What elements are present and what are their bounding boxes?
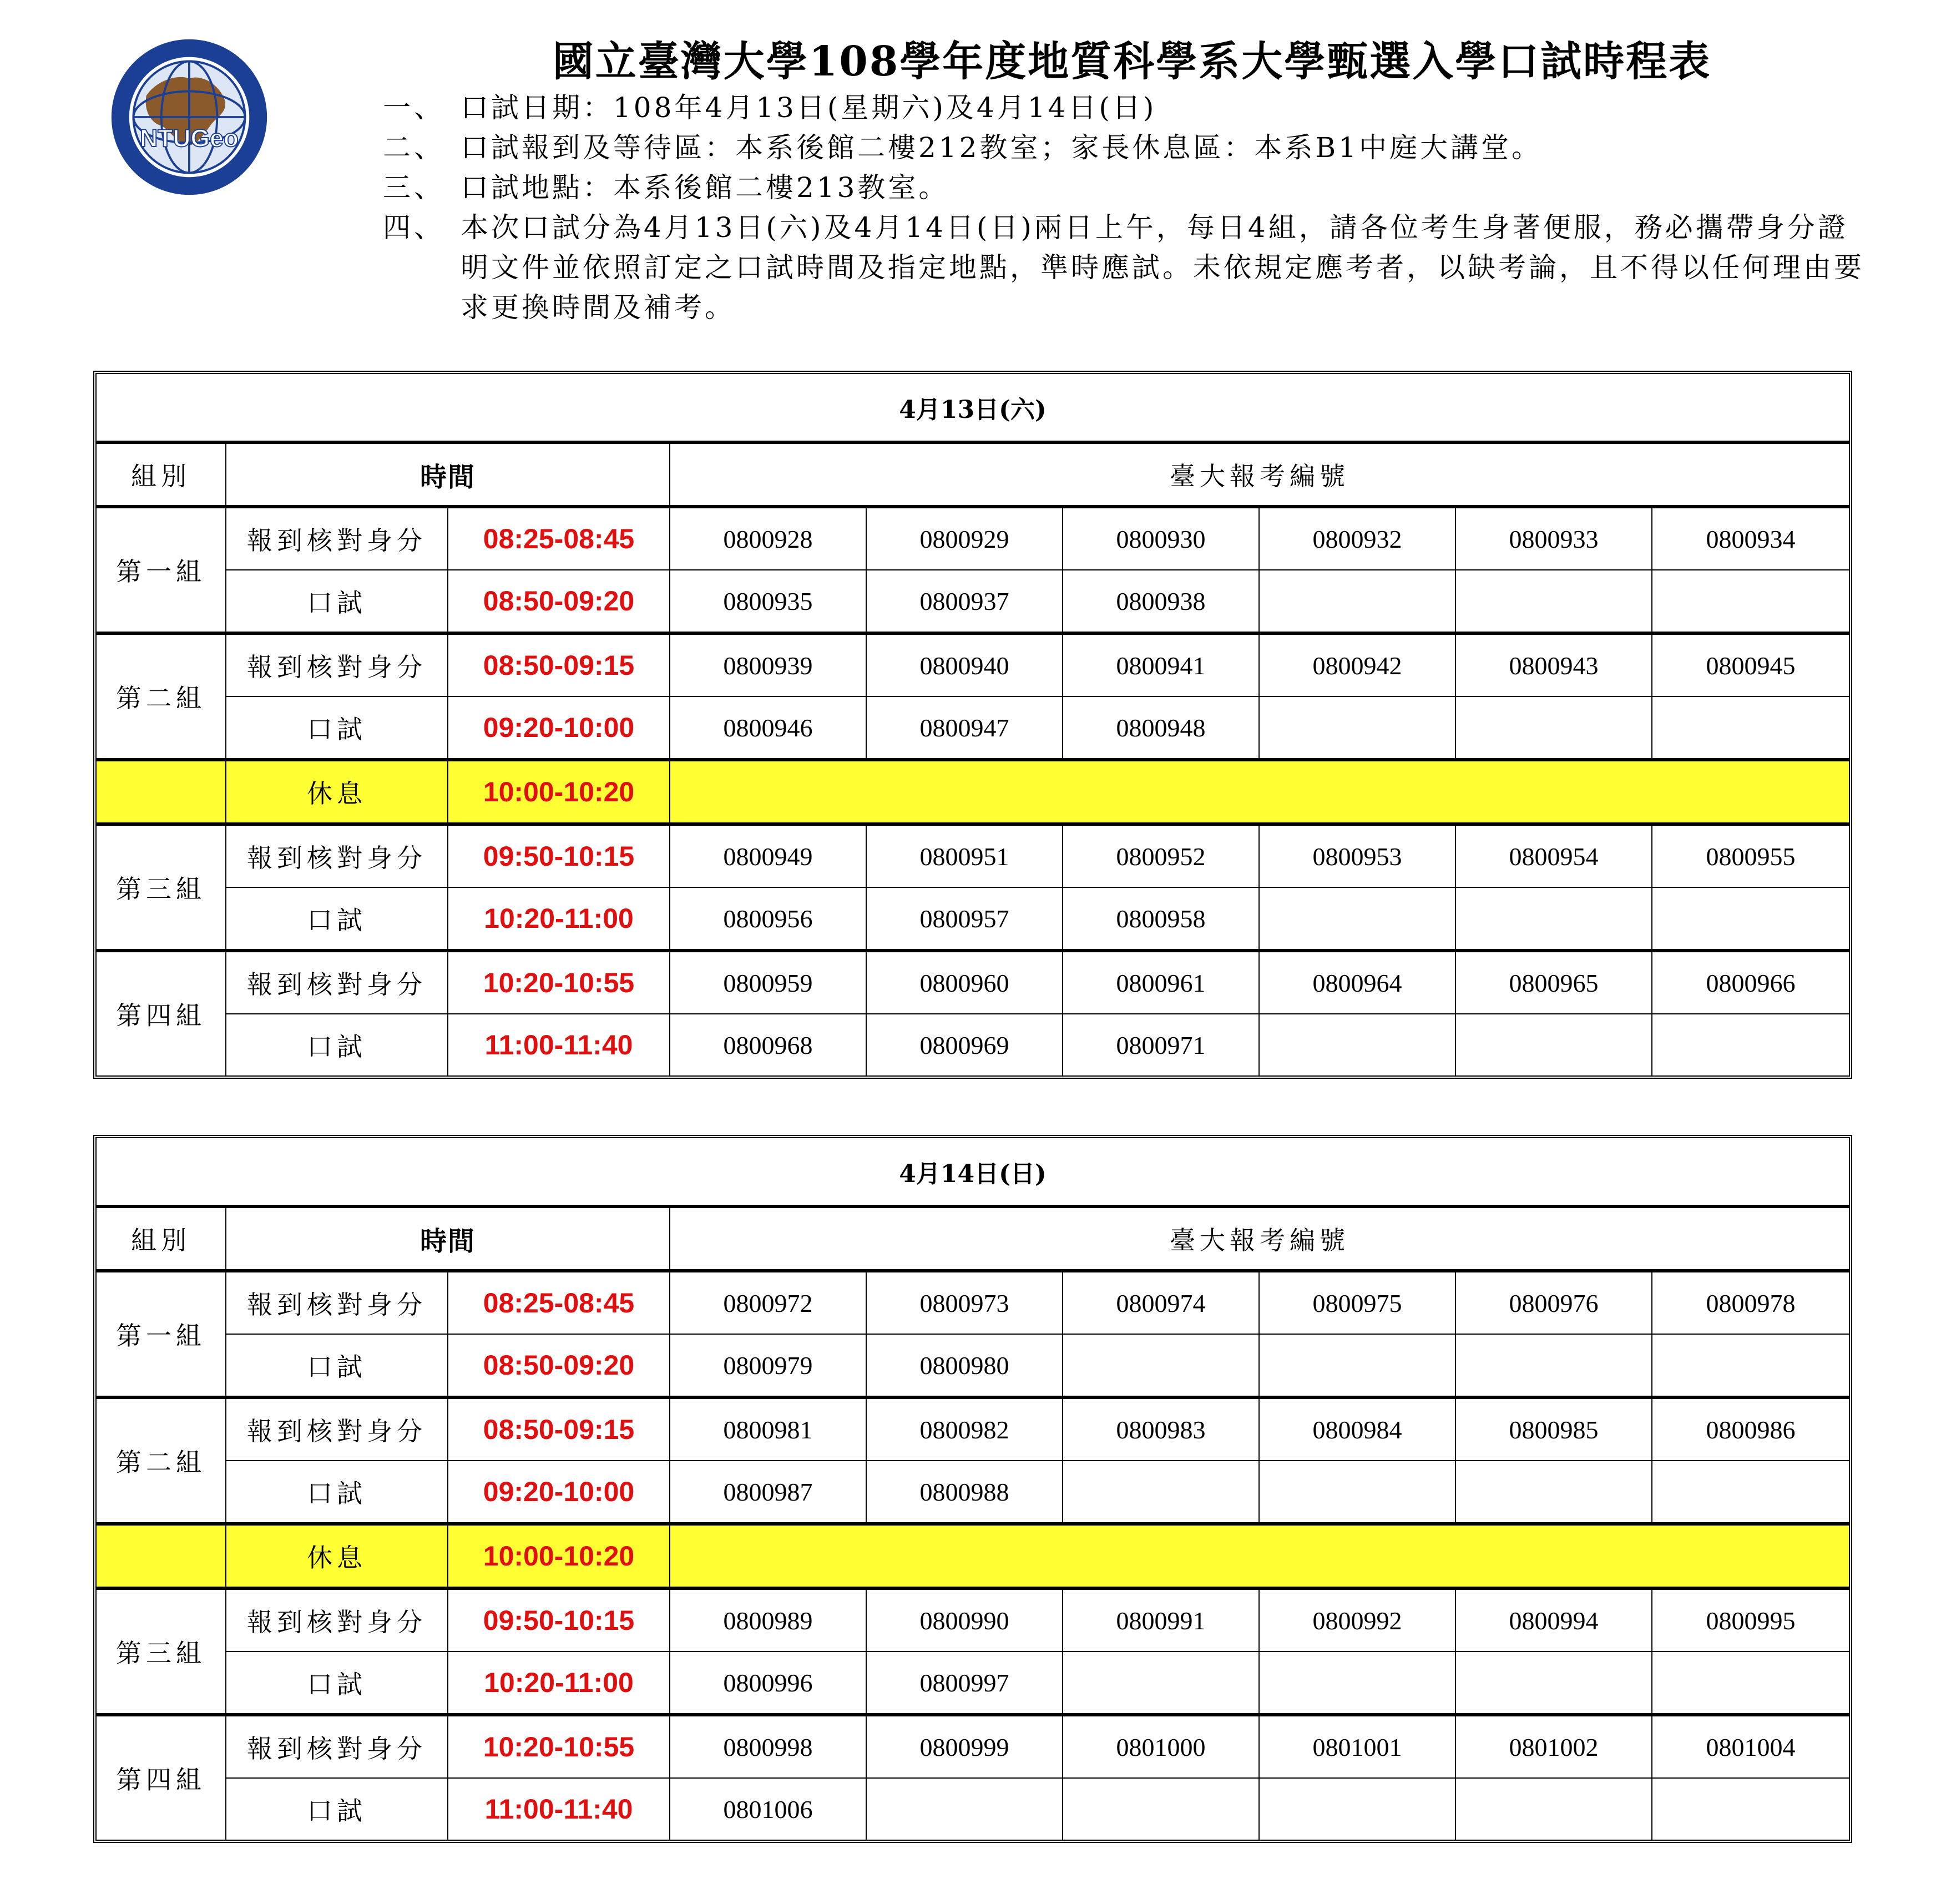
- applicant-id-cell: 0800984: [1260, 1397, 1456, 1461]
- break-label: 休息: [226, 759, 448, 824]
- group-name: 第四組: [97, 950, 226, 1075]
- schedule-table: [93, 1135, 1852, 1843]
- break-empty-cell: [670, 759, 1849, 824]
- oral-time: 10:20-11:00: [448, 1652, 670, 1714]
- applicant-id-cell: 0800965: [1456, 950, 1652, 1014]
- applicant-id-cell: 0800932: [1260, 506, 1456, 570]
- applicant-id-cell: 0800929: [867, 506, 1063, 570]
- applicant-id-cell: [867, 1779, 1063, 1840]
- oral-label: 口試: [226, 888, 448, 950]
- applicant-id-cell: 0800968: [670, 1014, 867, 1075]
- oral-row: [97, 1652, 1849, 1714]
- applicant-id-cell: 0800972: [670, 1270, 867, 1335]
- applicant-id-cell: 0801006: [670, 1779, 867, 1840]
- applicant-id-cell: 0800957: [867, 888, 1063, 950]
- applicant-id-cell: 0800978: [1652, 1270, 1849, 1335]
- oral-label: 口試: [226, 1461, 448, 1523]
- oral-row: [97, 1779, 1849, 1840]
- applicant-id-cell: 0800988: [867, 1461, 1063, 1523]
- applicant-id-cell: 0800928: [670, 506, 867, 570]
- checkin-time: 10:20-10:55: [448, 950, 670, 1014]
- header-time: 時間: [226, 442, 670, 506]
- applicant-id-cell: 0800992: [1260, 1588, 1456, 1652]
- checkin-row: [97, 633, 1849, 697]
- break-empty-cell: [670, 1523, 1849, 1588]
- note-number: 一、: [383, 92, 445, 124]
- note-number: 四、: [383, 211, 445, 244]
- applicant-id-cell: 0800997: [867, 1652, 1063, 1714]
- break-group-cell: [97, 759, 226, 824]
- applicant-id-cell: [1652, 1014, 1849, 1075]
- schedule-table-day2: [93, 1135, 1852, 1843]
- applicant-id-cell: [1063, 1461, 1260, 1523]
- applicant-id-cell: 0800975: [1260, 1270, 1456, 1335]
- applicant-id-cell: [1456, 888, 1652, 950]
- applicant-id-cell: [1652, 888, 1849, 950]
- checkin-row: [97, 1397, 1849, 1461]
- applicant-id-cell: 0800953: [1260, 824, 1456, 888]
- checkin-label: 報到核對身分: [226, 1588, 448, 1652]
- applicant-id-cell: 0800940: [867, 633, 1063, 697]
- header-group: 組別: [97, 442, 226, 506]
- oral-time: 09:20-10:00: [448, 1461, 670, 1523]
- applicant-id-cell: 0800995: [1652, 1588, 1849, 1652]
- oral-time: 11:00-11:40: [448, 1014, 670, 1075]
- schedule-table: [93, 371, 1852, 1079]
- notes-list: [383, 88, 1870, 327]
- applicant-id-cell: [1652, 1779, 1849, 1840]
- applicant-id-cell: 0800951: [867, 824, 1063, 888]
- header-time: 時間: [226, 1206, 670, 1270]
- applicant-id-cell: [1260, 570, 1456, 633]
- applicant-id-cell: 0800958: [1063, 888, 1260, 950]
- applicant-id-cell: 0800980: [867, 1335, 1063, 1397]
- oral-time: 11:00-11:40: [448, 1779, 670, 1840]
- applicant-id-cell: 0801004: [1652, 1714, 1849, 1779]
- applicant-id-cell: [1456, 697, 1652, 759]
- applicant-id-cell: 0800976: [1456, 1270, 1652, 1335]
- header-ids: 臺大報考編號: [670, 1206, 1849, 1270]
- break-row: [97, 759, 1849, 824]
- applicant-id-cell: 0800985: [1456, 1397, 1652, 1461]
- applicant-id-cell: [1652, 697, 1849, 759]
- group-name: 第一組: [97, 506, 226, 633]
- checkin-row: [97, 506, 1849, 570]
- group-name: 第二組: [97, 1397, 226, 1523]
- applicant-id-cell: 0800999: [867, 1714, 1063, 1779]
- checkin-label: 報到核對身分: [226, 950, 448, 1014]
- note-text: 本次口試分為4月13日(六)及4月14日(日)兩日上午，每日4組，請各位考生身著便服，務必攜帶身分證明文件並依照訂定之口試時間及指定地點，準時應試。未依規定應考者，以缺考論，且不得以任何理由要求更換時間及補考。: [461, 211, 1864, 324]
- applicant-id-cell: [1260, 1461, 1456, 1523]
- applicant-id-cell: 0800998: [670, 1714, 867, 1779]
- schedule-table-day1: [93, 371, 1852, 1079]
- page-title: 國立臺灣大學108學年度地質科學系大學甄選入學口試時程表: [552, 38, 1712, 85]
- applicant-id-cell: 0800987: [670, 1461, 867, 1523]
- oral-row: [97, 570, 1849, 633]
- break-group-cell: [97, 1523, 226, 1588]
- checkin-label: 報到核對身分: [226, 506, 448, 570]
- applicant-id-cell: 0800934: [1652, 506, 1849, 570]
- applicant-id-cell: 0800981: [670, 1397, 867, 1461]
- break-time: 10:00-10:20: [448, 1523, 670, 1588]
- applicant-id-cell: 0800952: [1063, 824, 1260, 888]
- note-item: [383, 208, 1870, 327]
- oral-label: 口試: [226, 697, 448, 759]
- break-label: 休息: [226, 1523, 448, 1588]
- checkin-time: 10:20-10:55: [448, 1714, 670, 1779]
- oral-row: [97, 1335, 1849, 1397]
- applicant-id-cell: 0800954: [1456, 824, 1652, 888]
- applicant-id-cell: 0800966: [1652, 950, 1849, 1014]
- applicant-id-cell: 0800961: [1063, 950, 1260, 1014]
- logo-text: NTUGeo: [140, 125, 239, 153]
- checkin-row: [97, 1714, 1849, 1779]
- note-item: [383, 168, 1870, 208]
- checkin-label: 報到核對身分: [226, 1270, 448, 1335]
- applicant-id-cell: [1260, 1779, 1456, 1840]
- applicant-id-cell: 0800982: [867, 1397, 1063, 1461]
- oral-row: [97, 697, 1849, 759]
- applicant-id-cell: [1260, 1014, 1456, 1075]
- applicant-id-cell: 0800986: [1652, 1397, 1849, 1461]
- oral-row: [97, 1014, 1849, 1075]
- applicant-id-cell: 0800939: [670, 633, 867, 697]
- applicant-id-cell: 0800945: [1652, 633, 1849, 697]
- applicant-id-cell: 0800969: [867, 1014, 1063, 1075]
- applicant-id-cell: 0800948: [1063, 697, 1260, 759]
- group-name: 第二組: [97, 633, 226, 759]
- checkin-time: 08:25-08:45: [448, 1270, 670, 1335]
- applicant-id-cell: 0800946: [670, 697, 867, 759]
- applicant-id-cell: 0800941: [1063, 633, 1260, 697]
- applicant-id-cell: [1456, 1652, 1652, 1714]
- break-row: [97, 1523, 1849, 1588]
- checkin-time: 08:50-09:15: [448, 1397, 670, 1461]
- note-item: [383, 88, 1870, 128]
- applicant-id-cell: [1260, 1652, 1456, 1714]
- applicant-id-cell: 0800955: [1652, 824, 1849, 888]
- applicant-id-cell: [1652, 1335, 1849, 1397]
- note-text: 口試地點：本系後館二樓213教室。: [461, 171, 949, 204]
- checkin-row: [97, 950, 1849, 1014]
- applicant-id-cell: 0800959: [670, 950, 867, 1014]
- applicant-id-cell: 0801002: [1456, 1714, 1652, 1779]
- note-item: [383, 128, 1870, 168]
- applicant-id-cell: 0800937: [867, 570, 1063, 633]
- applicant-id-cell: 0800991: [1063, 1588, 1260, 1652]
- applicant-id-cell: 0800990: [867, 1588, 1063, 1652]
- checkin-label: 報到核對身分: [226, 824, 448, 888]
- applicant-id-cell: 0800979: [670, 1335, 867, 1397]
- applicant-id-cell: 0800956: [670, 888, 867, 950]
- applicant-id-cell: [1456, 1779, 1652, 1840]
- applicant-id-cell: 0800996: [670, 1652, 867, 1714]
- group-name: 第三組: [97, 824, 226, 950]
- checkin-time: 08:25-08:45: [448, 506, 670, 570]
- applicant-id-cell: [1652, 570, 1849, 633]
- note-number: 三、: [383, 171, 445, 204]
- applicant-id-cell: 0801000: [1063, 1714, 1260, 1779]
- applicant-id-cell: [1652, 1461, 1849, 1523]
- applicant-id-cell: 0800964: [1260, 950, 1456, 1014]
- applicant-id-cell: [1063, 1652, 1260, 1714]
- applicant-id-cell: 0800949: [670, 824, 867, 888]
- break-time: 10:00-10:20: [448, 759, 670, 824]
- checkin-time: 08:50-09:15: [448, 633, 670, 697]
- applicant-id-cell: 0800971: [1063, 1014, 1260, 1075]
- applicant-id-cell: 0800938: [1063, 570, 1260, 633]
- checkin-row: [97, 824, 1849, 888]
- applicant-id-cell: 0800994: [1456, 1588, 1652, 1652]
- group-name: 第四組: [97, 1714, 226, 1840]
- table-date: 4月13日(六): [97, 374, 1849, 442]
- note-number: 二、: [383, 132, 445, 164]
- oral-time: 09:20-10:00: [448, 697, 670, 759]
- applicant-id-cell: 0800947: [867, 697, 1063, 759]
- oral-time: 08:50-09:20: [448, 1335, 670, 1397]
- note-text: 口試日期：108年4月13日(星期六)及4月14日(日): [461, 92, 1157, 124]
- oral-label: 口試: [226, 1652, 448, 1714]
- group-name: 第一組: [97, 1270, 226, 1397]
- applicant-id-cell: 0800935: [670, 570, 867, 633]
- checkin-row: [97, 1588, 1849, 1652]
- applicant-id-cell: [1260, 888, 1456, 950]
- applicant-id-cell: 0800989: [670, 1588, 867, 1652]
- checkin-label: 報到核對身分: [226, 633, 448, 697]
- oral-label: 口試: [226, 1779, 448, 1840]
- applicant-id-cell: [1456, 1335, 1652, 1397]
- checkin-label: 報到核對身分: [226, 1714, 448, 1779]
- applicant-id-cell: [1456, 1014, 1652, 1075]
- date-row: [97, 374, 1849, 442]
- oral-time: 08:50-09:20: [448, 570, 670, 633]
- applicant-id-cell: [1063, 1779, 1260, 1840]
- note-text: 口試報到及等待區：本系後館二樓212教室；家長休息區：本系B1中庭大講堂。: [461, 132, 1542, 164]
- applicant-id-cell: [1063, 1335, 1260, 1397]
- oral-label: 口試: [226, 1014, 448, 1075]
- applicant-id-cell: 0800983: [1063, 1397, 1260, 1461]
- oral-label: 口試: [226, 570, 448, 633]
- table-date: 4月14日(日): [97, 1138, 1849, 1206]
- oral-label: 口試: [226, 1335, 448, 1397]
- oral-row: [97, 888, 1849, 950]
- applicant-id-cell: [1456, 570, 1652, 633]
- department-logo: [109, 37, 270, 198]
- checkin-label: 報到核對身分: [226, 1397, 448, 1461]
- applicant-id-cell: 0800930: [1063, 506, 1260, 570]
- oral-time: 10:20-11:00: [448, 888, 670, 950]
- oral-row: [97, 1461, 1849, 1523]
- applicant-id-cell: 0800943: [1456, 633, 1652, 697]
- checkin-time: 09:50-10:15: [448, 824, 670, 888]
- applicant-id-cell: 0801001: [1260, 1714, 1456, 1779]
- date-row: [97, 1138, 1849, 1206]
- header-row: [97, 1206, 1849, 1270]
- applicant-id-cell: [1456, 1461, 1652, 1523]
- applicant-id-cell: 0800942: [1260, 633, 1456, 697]
- applicant-id-cell: [1260, 1335, 1456, 1397]
- group-name: 第三組: [97, 1588, 226, 1714]
- header-group: 組別: [97, 1206, 226, 1270]
- applicant-id-cell: [1652, 1652, 1849, 1714]
- applicant-id-cell: 0800960: [867, 950, 1063, 1014]
- applicant-id-cell: 0800973: [867, 1270, 1063, 1335]
- applicant-id-cell: 0800974: [1063, 1270, 1260, 1335]
- header-ids: 臺大報考編號: [670, 442, 1849, 506]
- checkin-time: 09:50-10:15: [448, 1588, 670, 1652]
- applicant-id-cell: [1260, 697, 1456, 759]
- checkin-row: [97, 1270, 1849, 1335]
- header-row: [97, 442, 1849, 506]
- applicant-id-cell: 0800933: [1456, 506, 1652, 570]
